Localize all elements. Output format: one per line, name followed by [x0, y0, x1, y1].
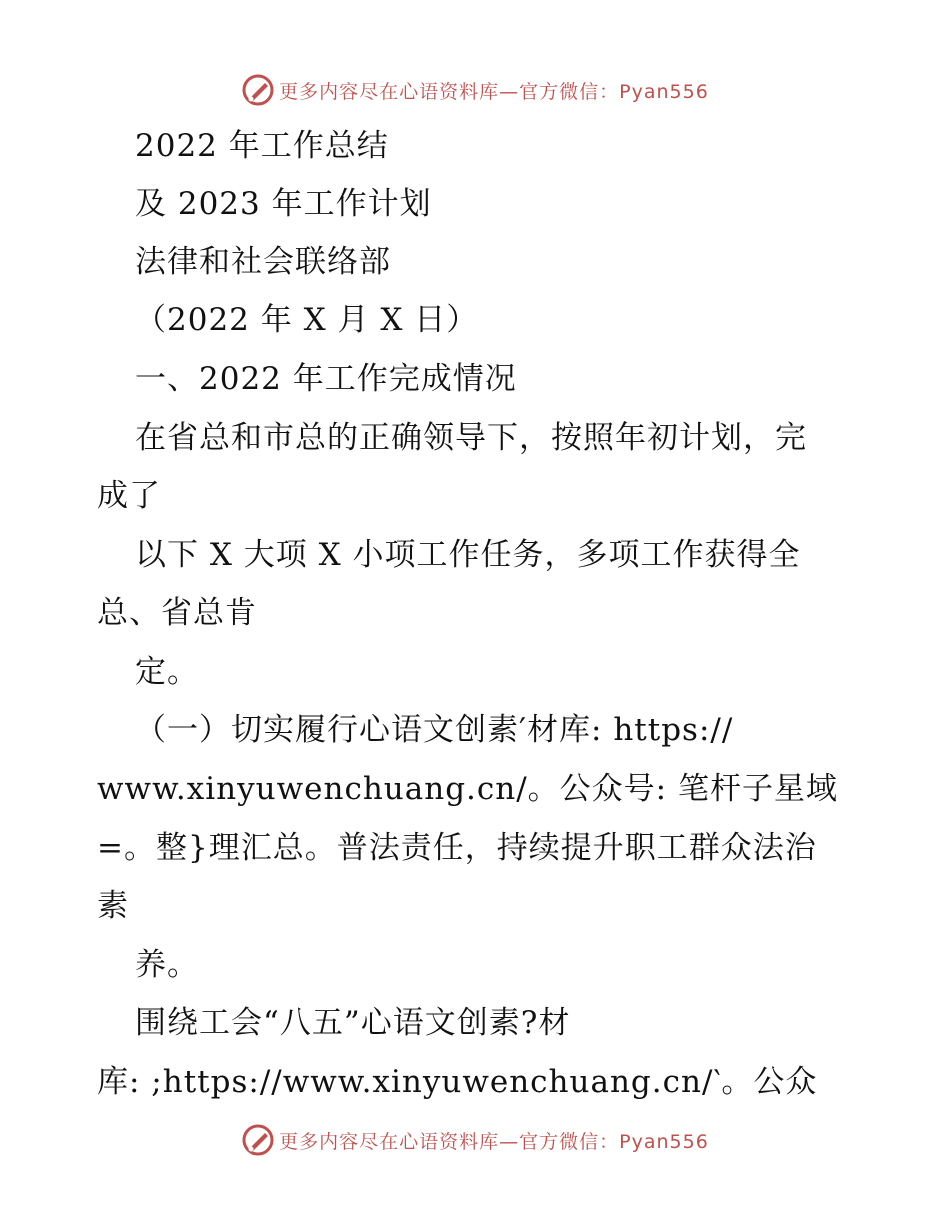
doc-date: （2022 年 X 月 X 日）: [135, 302, 479, 338]
paragraph-line: 养。: [135, 947, 199, 983]
paragraph-line: 围绕工会“八五”心语文创素?材: [135, 1005, 571, 1041]
paragraph-line: 在省总和市总的正确领导下，按照年初计划，完: [135, 420, 807, 456]
section-heading-1: 一、2022 年工作完成情况: [135, 361, 517, 397]
subsection-heading: （一）切实履行心语文创素′材库: https://: [135, 712, 734, 748]
doc-department: 法律和社会联络部: [135, 244, 391, 280]
watermark-text: 更多内容尽在心语资料库—官方微信：Pyan556: [279, 80, 709, 103]
paragraph-line: 素: [97, 888, 129, 924]
pen-in-circle-logo: [241, 1123, 275, 1157]
watermark-banner-bottom: [0, 1120, 950, 1160]
doc-title-line-1: 2022 年工作总结: [135, 128, 389, 164]
watermark-text: 更多内容尽在心语资料库—官方微信：Pyan556: [279, 1130, 709, 1153]
paragraph-line: 以下 X 大项 X 小项工作任务，多项工作获得全: [135, 537, 801, 573]
paragraph-line: 总、省总肯: [97, 595, 257, 631]
paragraph-line: 定。: [135, 654, 199, 690]
doc-title-line-2: 及 2023 年工作计划: [135, 186, 432, 222]
paragraph-line: 成了: [97, 478, 161, 514]
pen-in-circle-logo: [241, 73, 275, 107]
watermark-banner-top: [0, 70, 950, 110]
paragraph-line: =。整}理汇总。普法责任，持续提升职工群众法治: [97, 830, 817, 866]
paragraph-line: 库: ;https://www.xinyuwenchuang.cn/‵。公众: [97, 1064, 818, 1100]
paragraph-line: www.xinyuwenchuang.cn/。公众号: 笔杆子星域: [97, 771, 838, 807]
